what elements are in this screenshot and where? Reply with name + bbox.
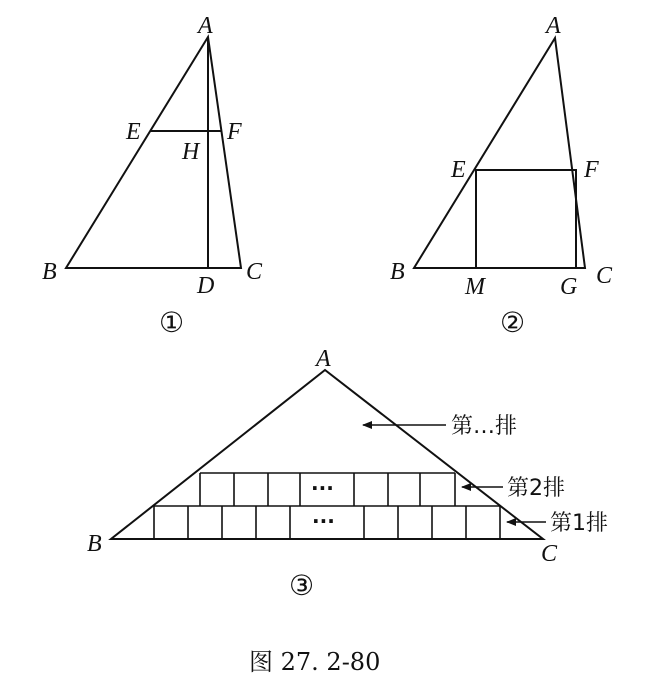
triangle-abc-2 — [414, 38, 585, 268]
label-e-2: E — [451, 157, 466, 183]
label-b-3: B — [87, 531, 102, 557]
row-label-2: 第2排 — [507, 476, 565, 501]
figure-caption: 图 27. 2-80 — [249, 648, 381, 676]
label-m-2: M — [465, 274, 485, 300]
figure-3 — [87, 346, 608, 602]
figure-2 — [390, 13, 613, 339]
label-f-2: F — [584, 157, 599, 183]
label-f-1: F — [227, 119, 242, 145]
label-c-3: C — [541, 541, 558, 567]
label-a-3: A — [316, 346, 331, 372]
label-g-2: G — [560, 274, 578, 300]
row2-ellipsis: ··· — [311, 476, 334, 500]
triangle-abc-1 — [66, 37, 241, 268]
label-a-1: A — [198, 13, 213, 39]
row-label-nth: 第…排 — [451, 414, 518, 439]
label-c-2: C — [596, 263, 613, 289]
figure-number-3: ③ — [289, 569, 315, 602]
label-c-1: C — [246, 259, 263, 285]
label-h-1: H — [182, 139, 200, 165]
label-e-1: E — [126, 119, 141, 145]
label-a-2: A — [546, 13, 561, 39]
figure-number-2: ② — [500, 306, 526, 339]
figure-number-1: ① — [159, 306, 185, 339]
label-d-1: D — [197, 273, 215, 299]
label-b-2: B — [390, 259, 405, 285]
row-label-1: 第1排 — [550, 511, 608, 536]
rectangle-efgm — [476, 170, 576, 268]
label-b-1: B — [42, 259, 57, 285]
figure-1 — [42, 13, 263, 339]
row1-ellipsis: ··· — [312, 509, 335, 533]
